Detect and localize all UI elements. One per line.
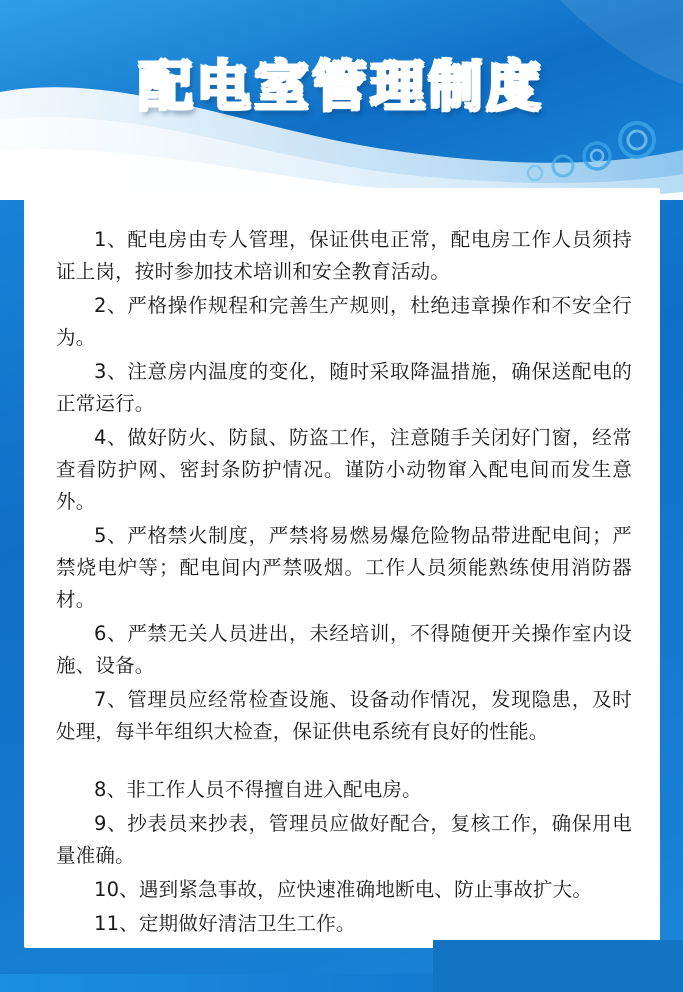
- decorative-rings-icon: [497, 118, 657, 188]
- rule-item: 11、定期做好清洁卫生工作。: [94, 912, 356, 935]
- rule-item: 1、配电房由专人管理，保证供电正常，配电房工作人员须持证上岗，按时参加技术培训和安全教育活动。: [56, 228, 632, 283]
- rule-item: 2、严格操作规程和完善生产规则，杜绝违章操作和不安全行为。: [56, 294, 632, 349]
- rules-list: [56, 224, 632, 942]
- rule-item: 6、严禁无关人员进出，未经培训，不得随便开关操作室内设施、设备。: [56, 622, 632, 677]
- rule-item: 3、注意房内温度的变化，随时采取降温措施，确保送配电的正常运行。: [56, 360, 632, 415]
- header-band: [0, 0, 683, 200]
- rule-item: 10、遇到紧急事故，应快速准确地断电、防止事故扩大。: [94, 878, 593, 901]
- rule-item: 9、抄表员来抄表，管理员应做好配合，复核工作，确保用电量准确。: [56, 812, 632, 867]
- bottom-accent-block: [433, 940, 683, 992]
- page-title: 配电室管理制度: [138, 55, 545, 118]
- poster-title-wrap: [0, 44, 683, 121]
- rule-item: 4、做好防火、防鼠、防盗工作，注意随手关闭好门窗，经常查看防护网、密封条防护情况。谨防小动物窜入配电间而发生意外。: [56, 426, 632, 513]
- rule-item: 5、严格禁火制度，严禁将易燃易爆危险物品带进配电间；严禁烧电炉等；配电间内严禁吸烟。工作人员须能熟练使用消防器材。: [56, 524, 632, 611]
- rule-item: 8、非工作人员不得擅自进入配电房。: [94, 778, 422, 801]
- rule-item: 7、管理员应经常检查设施、设备动作情况，发现隐患，及时处理，每半年组织大检查，保证供电系统有良好的性能。: [56, 688, 632, 743]
